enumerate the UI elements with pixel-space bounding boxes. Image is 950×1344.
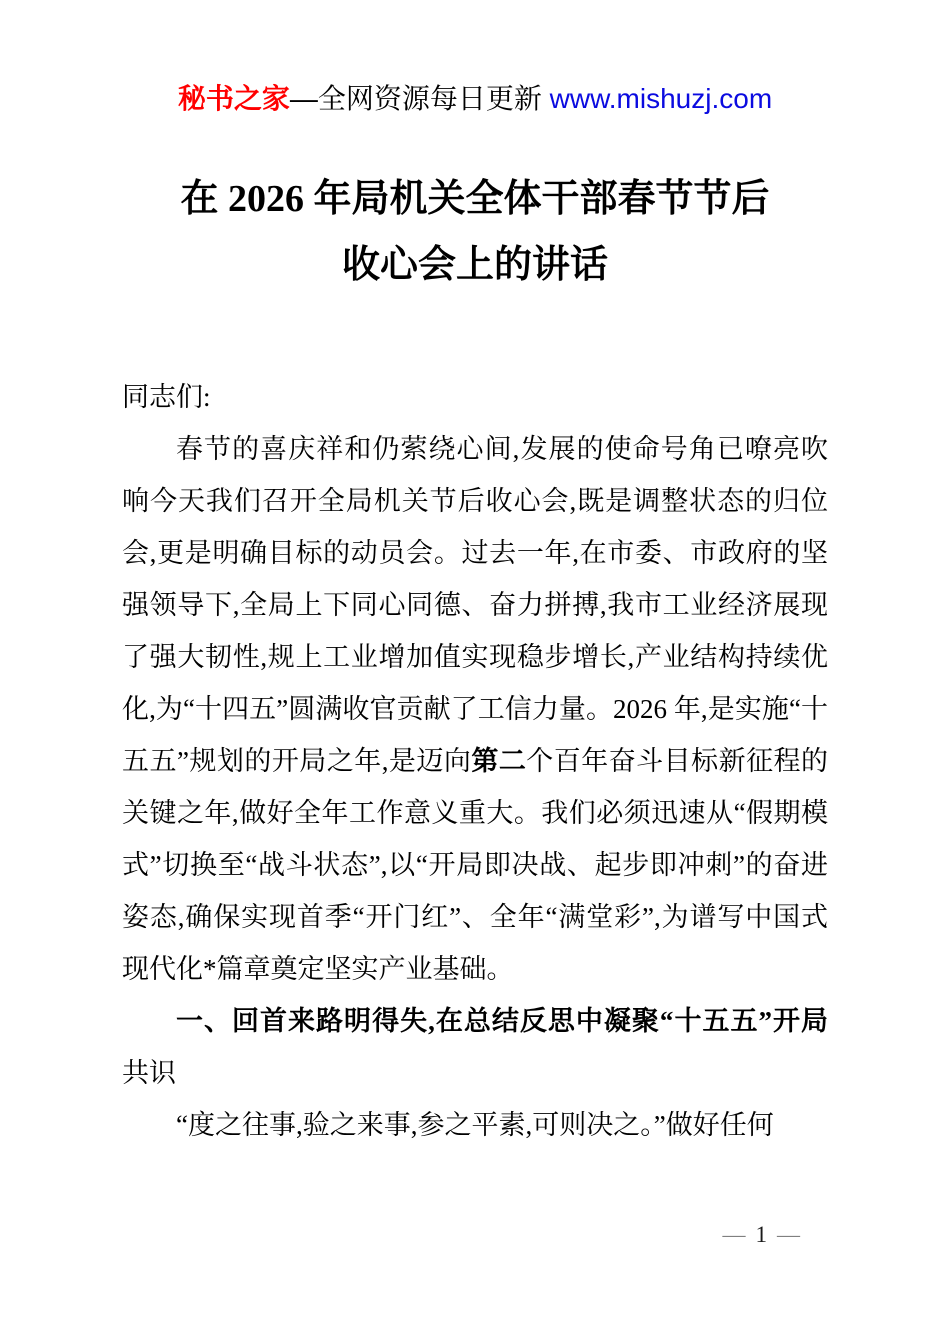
- text-run: 共识: [122, 1058, 176, 1088]
- document-body: [122, 371, 828, 1151]
- page-number-dash-right: —: [777, 1222, 800, 1247]
- text-run: “度之往事,验之来事,参之平素,可则决之。”做好任何: [176, 1110, 774, 1140]
- site-url-link[interactable]: www.mishuzj.com: [549, 83, 773, 114]
- document-title-line2: 收心会上的讲话: [341, 244, 608, 286]
- section-heading-1: [122, 995, 828, 1099]
- site-brand: 秘书之家: [177, 83, 290, 114]
- bold-text-run: 第二: [471, 746, 527, 776]
- opening-paragraph: [122, 423, 828, 995]
- text-run: 同志们:: [122, 382, 211, 412]
- site-tagline: —全网资源每日更新: [289, 83, 550, 114]
- page-number-value: 1: [755, 1222, 767, 1247]
- page-number-dash-left: —: [722, 1222, 746, 1247]
- document-title: [122, 166, 828, 298]
- site-header: [0, 82, 950, 116]
- bold-text-run: 一、回首来路明得失,在总结反思中凝聚“十五五”开局: [176, 1006, 828, 1036]
- text-run: 个百年奋斗目标新征程的关键之年,做好全年工作意义重大。我们必须迅速从“假期模式”切换至“战斗状态”,以“开局即决战、起步即冲刺”的奋进姿态,确保实现首季“开门红”、全年“满堂彩”,为谱写中国式现代化*篇章奠定坚实产业基础。: [122, 746, 829, 984]
- page-number: [723, 1221, 801, 1249]
- text-run: 春节的喜庆祥和仍萦绕心间,发展的使命号角已嘹亮吹响今天我们召开全局机关节后收心会,既是调整状态的归位会,更是明确目标的动员会。过去一年,在市委、市政府的坚强领导下,全局上下同心同德、奋力拼搏,我市工业经济展现了强大韧性,规上工业增加值实现稳步增长,产业结构持续优化,为“十四五”圆满收官贡献了工信力量。2026 年,是实施“十五五”规划的开局之年,是迈向: [122, 434, 828, 776]
- quote-paragraph: [122, 1099, 828, 1151]
- document-title-line1: 在 2026 年局机关全体干部春节节后: [180, 178, 770, 220]
- salutation: [122, 371, 828, 423]
